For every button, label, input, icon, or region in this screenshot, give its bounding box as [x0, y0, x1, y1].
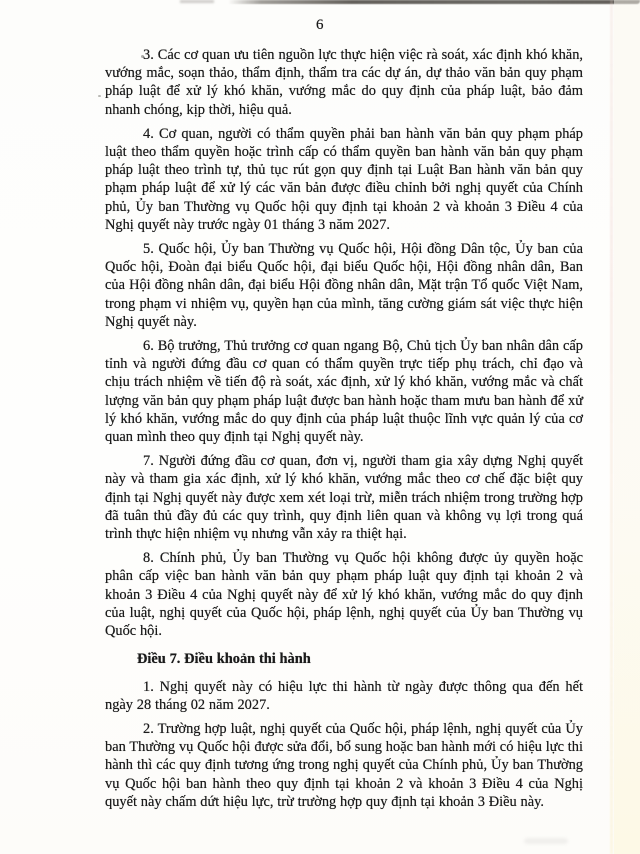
- page-number: 6: [316, 17, 324, 33]
- scan-artifact-top-blob: [180, 0, 214, 3]
- paragraph-clause-7: 7. Người đứng đầu cơ quan, đơn vị, người tham gia xây dựng Nghị quyết này và tham gia xác định, xử lý khó khăn, vướng mắc theo cơ chế đặc biệt quy định tại Nghị quyết này được xem xét loại trừ, miễn trách nhiệm trong trường hợp đã tuân thủ đầy đủ các quy trình, quy định liên quan và không vụ lợi trong quá trình thực hiện nhiệm vụ nhưng vẫn xảy ra thiệt hại.: [105, 453, 583, 543]
- paragraph-clause-8: 8. Chính phủ, Ủy ban Thường vụ Quốc hội không được ủy quyền hoặc phân cấp việc ban hành văn bản quy phạm pháp luật quy định tại khoản 2 và khoản 3 Điều 4 của Nghị quyết này để xử lý khó khăn, vướng mắc do quy định của luật, nghị quyết của Quốc hội, pháp lệnh, nghị quyết của Ủy ban Thường vụ Quốc hội.: [105, 550, 583, 640]
- paragraph-clause-6: 6. Bộ trưởng, Thủ trưởng cơ quan ngang Bộ, Chủ tịch Ủy ban nhân dân cấp tỉnh và người đứng đầu cơ quan có thẩm quyền trực tiếp phụ trách, chỉ đạo và chịu trách nhiệm về tiến độ rà soát, xác định, xử lý khó khăn, vướng mắc và chất lượng văn bản quy phạm pháp luật được ban hành hoặc tham mưu ban hành để xử lý khó khăn, vướng mắc do quy định của pháp luật thuộc lĩnh vực quản lý của cơ quan mình theo quy định tại Nghị quyết này.: [105, 338, 583, 446]
- paragraph-article7-clause-2: 2. Trường hợp luật, nghị quyết của Quốc hội, pháp lệnh, nghị quyết của Ủy ban Thường vụ Quốc hội được sửa đổi, bổ sung hoặc ban hành mới có hiệu lực thi hành thì các quy định tương ứng trong nghị quyết của Chính phủ, Ủy ban Thường vụ Quốc hội ban hành theo quy định tại khoản 2 và khoản 3 Điều 4 của Nghị quyết này chấm dứt hiệu lực, trừ trường hợp quy định tại khoản 3 Điều này.: [105, 720, 583, 810]
- document-body: [105, 46, 583, 817]
- paragraph-clause-4: 4. Cơ quan, người có thẩm quyền phải ban hành văn bản quy phạm pháp luật theo thẩm quyền hoặc trình cấp có thẩm quyền ban hành văn bản quy phạm pháp luật theo trình tự, thủ tục rút gọn quy định tại Luật Ban hành văn bản quy phạm pháp luật để xử lý các văn bản được điều chỉnh bởi nghị quyết của Chính phủ, Ủy ban Thường vụ Quốc hội quy định tại khoản 2 và khoản 3 Điều 4 của Nghị quyết này trước ngày 01 tháng 3 năm 2027.: [105, 125, 583, 233]
- scan-artifact-top-edge: [228, 0, 640, 4]
- paragraph-clause-5: 5. Quốc hội, Ủy ban Thường vụ Quốc hội, Hội đồng Dân tộc, Ủy ban của Quốc hội, Đoàn đại biểu Quốc hội, đại biểu Quốc hội, Hội đồng nhân dân, Ban của Hội đồng nhân dân, đại biểu Hội đồng nhân dân, Mặt trận Tổ quốc Việt Nam, trong phạm vi nhiệm vụ, quyền hạn của mình, tăng cường giám sát việc thực hiện Nghị quyết này.: [105, 241, 583, 330]
- scan-artifact-right-edge: [610, 0, 613, 854]
- article-7-heading: Điều 7. Điều khoản thi hành: [137, 651, 311, 668]
- paragraph-article7-clause-1: 1. Nghị quyết này có hiệu lực thi hành từ ngày được thông qua đến hết ngày 28 tháng 02 năm 2027.: [105, 678, 583, 713]
- scan-artifact-right-tint: [614, 0, 640, 854]
- scan-speck: [98, 95, 101, 97]
- paragraph-clause-3: 3. Các cơ quan ưu tiên nguồn lực thực hiện việc rà soát, xác định khó khăn, vướng mắc, soạn thảo, thẩm định, thẩm tra các dự án, dự thảo văn bản quy phạm pháp luật để xử lý khó khăn, vướng mắc do quy định của pháp luật, bảo đảm nhanh chóng, kịp thời, hiệu quả.: [105, 47, 583, 118]
- scan-artifact-bottom-smudge: [524, 838, 568, 844]
